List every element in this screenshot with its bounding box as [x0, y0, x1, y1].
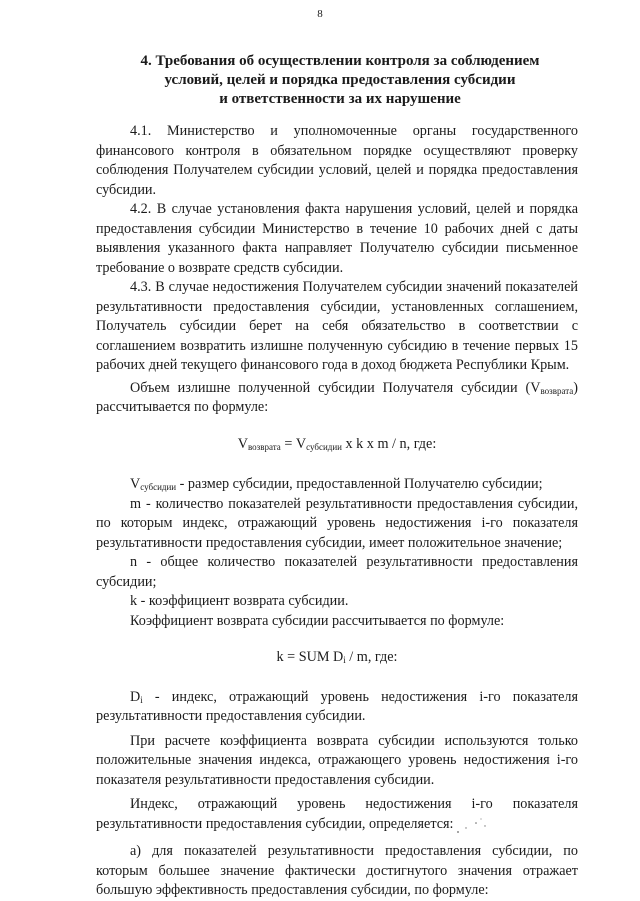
paragraph-4-2: 4.2. В случае установления факта нарушения условий, целей и порядка предоставления субсидии Министерство в течение 10 рабочих дней с даты выявления указанного факта направляет Получателю субсидии письменное требование о возврате средств субсидии.: [96, 201, 578, 276]
paragraph-k-formula-intro: Коэффициент возврата субсидии рассчитывается по формуле:: [130, 612, 505, 629]
paragraph-index-definition: Индекс, отражающий уровень недостижения i-го показателя результативности предоставления субсидии, определяется:: [96, 796, 578, 832]
paragraph-positive-values: При расчете коэффициента возврата субсидии используются только положительные значения индекса, отражающего уровень недостижения i-го показателя результативности предоставления субсидии.: [96, 732, 578, 788]
page-number: 8: [317, 8, 323, 20]
heading-line-1: 4. Требования об осуществлении контроля за соблюдением: [140, 53, 540, 69]
paragraph-4-3: 4.3. В случае недостижения Получателем субсидии значений показателей результативности предоставления субсидии, установленных соглашением, Получатель субсидии берет на себя обязательство в соответствии с соглашением возвратить излишне полученную субсидию в течение первых 15 рабочих дней текущего финансового года в доход бюджета Республики Крым.: [96, 279, 578, 373]
section-heading: [120, 52, 560, 109]
scan-specks: [452, 814, 492, 838]
formula-return-volume: $V_{возврата} = V_{субсидии}$ x k x m / n, где:: [237, 435, 437, 452]
heading-line-3: и ответственности за их нарушение: [219, 91, 461, 107]
paragraph-volume-intro: Объем излишне полученной субсидии Получателя субсидии $(V_{возврата})$ рассчитывается по формуле:: [96, 379, 578, 415]
document-body: [96, 122, 578, 901]
paragraph-4-1: 4.1. Министерство и уполномоченные органы государственного финансового контроля в обязательном порядке осуществляют проверку соблюдения Получателем субсидии условий, целей и порядка предоставления субсидии.: [96, 123, 578, 198]
heading-line-2: условий, целей и порядка предоставления субсидии: [164, 72, 516, 88]
paragraph-case-a: а) для показателей результативности предоставления субсидии, по которым большее значение фактически достигнутого значения отражает большую эффективность предоставления субсидии, по формуле:: [96, 843, 578, 898]
definition-k: k - коэффициент возврата субсидии.: [130, 593, 349, 609]
definition-n: n - общее количество показателей результативности предоставления субсидии;: [96, 554, 578, 590]
formula-return-coefficient: k = SUM $D_i$ / m, где:: [276, 649, 398, 665]
definition-d-index: $D_i$ - индекс, отражающий уровень недостижения i-го показателя результативности предоставления субсидии.: [96, 688, 578, 724]
definition-m: m - количество показателей результативности предоставления субсидии, по которым индекс, отражающий уровень недостижения i-го показателя результативности предоставления субсидии, имеет положительное значение;: [96, 495, 578, 551]
definition-v-subsidy: $V_{субсидии}$ - размер субсидии, предоставленной Получателю субсидии;: [130, 476, 543, 492]
